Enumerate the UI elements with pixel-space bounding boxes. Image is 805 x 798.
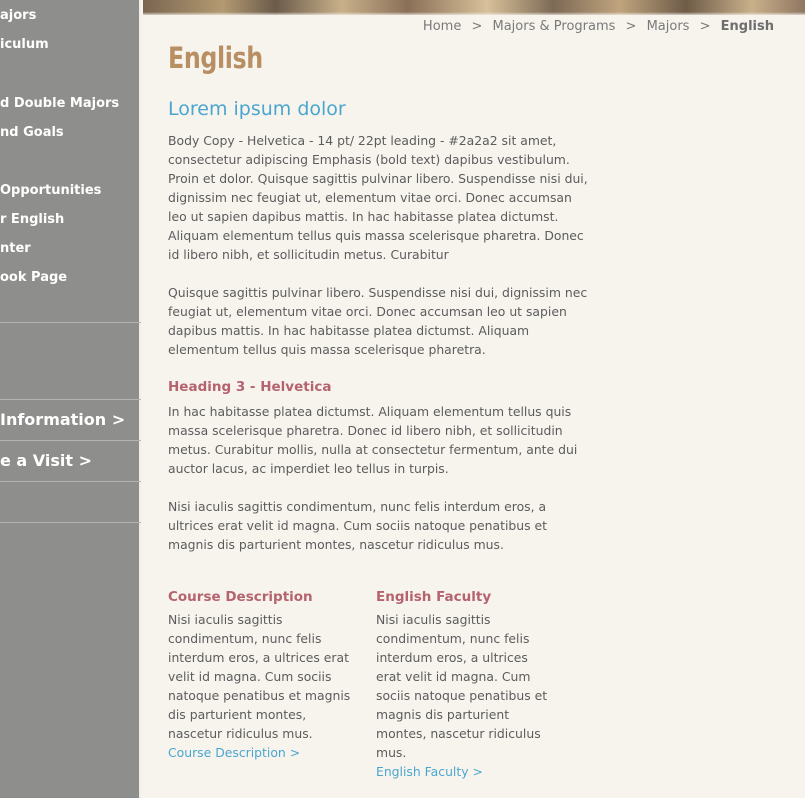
sidebar-nav — [0, 0, 141, 798]
sidebar-item-curriculum[interactable]: iculum — [0, 37, 49, 52]
sidebar-item-double-majors[interactable]: d Double Majors — [0, 96, 120, 111]
english-faculty-column — [376, 588, 554, 781]
course-description-text: Nisi iaculis sagittis condimentum, nunc felis interdum eros, a ultrices erat velit id magna. Cum sociis natoque penatibus et magnis dis parturient montes, nascetur ridiculus mus. — [168, 612, 351, 741]
body-paragraph: Nisi iaculis sagittis condimentum, nunc felis interdum eros, a ultrices erat velit id magna. Cum sociis natoque penatibus et magnis dis parturient montes, nascetur ridiculus mus. — [168, 499, 547, 552]
sidebar-divider — [0, 322, 141, 323]
breadcrumb-separator: > — [471, 19, 483, 34]
page-subtitle: Lorem ipsum dolor — [168, 98, 346, 120]
sidebar-item-english[interactable]: r English — [0, 212, 65, 227]
page-title: English — [168, 41, 263, 75]
english-faculty-heading: English Faculty — [376, 589, 492, 605]
sidebar-item-majors[interactable]: ajors — [0, 8, 37, 23]
body-paragraph: Body Copy - Helvetica - 14 pt/ 22pt leading - #2a2a2 sit amet, consectetur adipiscing Emphasis (bold text) dapibus vestibulum. Proin et dolor. Quisque sagittis pulvinar libero. Suspendisse nisi dui, dignissim nec feugiat ut, elementum vitae orci. Donec accumsan leo ut sapien dapibus mattis. In hac habitasse platea dictumst. Aliquam elementum tellus quis massa scelerisque pharetra. Donec id libero nibh, et sollicitudin metus. Curabitur — [168, 133, 588, 262]
sidebar-item-center[interactable]: nter — [0, 241, 31, 256]
body-paragraph: Quisque sagittis pulvinar libero. Suspendisse nisi dui, dignissim nec feugiat ut, elementum vitae orci. Donec accumsan leo ut sapien dapibus mattis. In hac habitasse platea dictumst. Aliquam elementum tellus quis massa scelerisque pharetra. — [168, 285, 588, 357]
course-description-link[interactable]: Course Description > — [168, 745, 301, 760]
sidebar-item-goals[interactable]: nd Goals — [0, 125, 64, 140]
request-information-link[interactable]: Information > — [0, 410, 126, 429]
breadcrumb-majors-programs[interactable]: Majors & Programs — [492, 19, 616, 34]
sidebar-divider — [0, 481, 141, 482]
sidebar-divider — [0, 522, 141, 523]
sidebar-item-opportunities[interactable]: Opportunities — [0, 183, 102, 198]
schedule-visit-link[interactable]: e a Visit > — [0, 451, 93, 470]
sidebar-divider — [0, 440, 141, 441]
breadcrumb-current: English — [720, 19, 774, 34]
hero-image-fade — [143, 12, 805, 16]
breadcrumb-majors[interactable]: Majors — [646, 19, 690, 34]
sidebar-divider — [0, 399, 141, 400]
breadcrumb-home[interactable]: Home — [422, 19, 462, 34]
english-faculty-link[interactable]: English Faculty > — [376, 764, 483, 779]
course-description-column — [168, 588, 360, 762]
course-description-heading: Course Description — [168, 589, 313, 605]
breadcrumb-separator: > — [625, 19, 637, 34]
breadcrumb-separator: > — [699, 19, 711, 34]
body-paragraph: In hac habitasse platea dictumst. Aliquam elementum tellus quis massa scelerisque pharetra. Donec id libero nibh, et sollicitudin metus. Curabitur mollis, nulla at consectetur fermentum, ante dui auctor lacus, ac imperdiet leo tellus in turpis. — [168, 404, 578, 476]
english-faculty-text: Nisi iaculis sagittis condimentum, nunc felis interdum eros, a ultrices erat velit id magna. Cum sociis natoque penatibus et magnis dis parturient montes, nascetur ridiculus mus. — [376, 612, 548, 760]
breadcrumb — [423, 19, 774, 34]
sidebar-item-facebook-page[interactable]: ook Page — [0, 270, 68, 285]
section-heading: Heading 3 - Helvetica — [168, 379, 332, 395]
